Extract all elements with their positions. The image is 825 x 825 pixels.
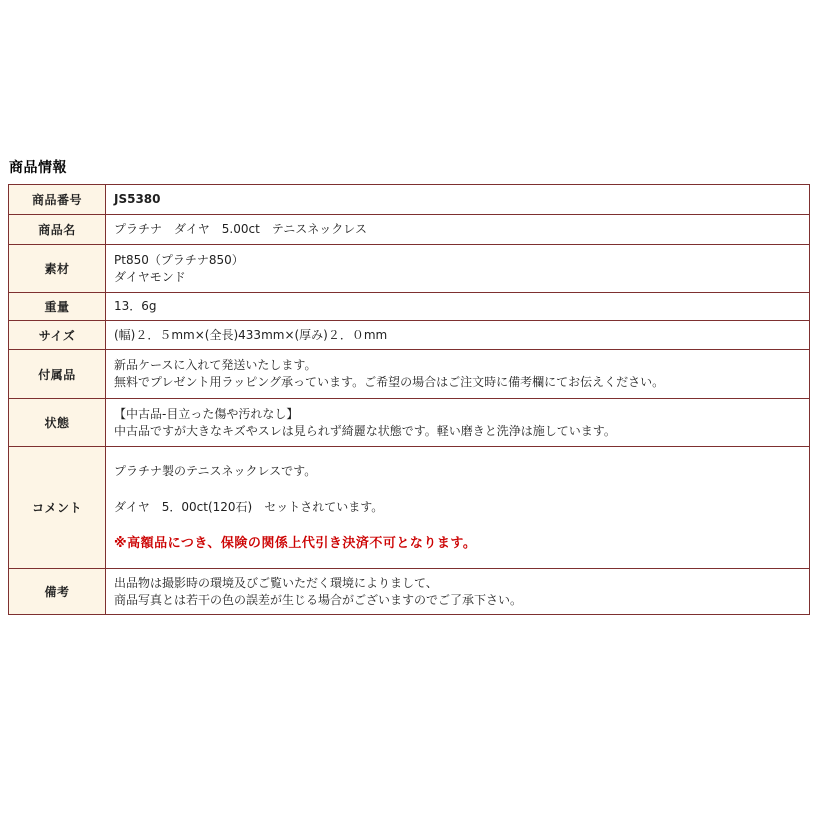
row-value (106, 350, 810, 399)
value-line: JS5380 (114, 192, 161, 206)
product-table-body (9, 185, 810, 615)
value-line: 出品物は撮影時の環境及びご覧いただく環境によりまして、 (114, 575, 438, 590)
row-value (106, 321, 810, 350)
row-label: 重量 (9, 293, 106, 321)
table-row (9, 399, 810, 447)
value-line: 無料でプレゼント用ラッピング承っています。ご希望の場合はご注文時に備考欄にてお伝えください。 (114, 375, 665, 389)
row-label: サイズ (9, 321, 106, 350)
value-line: プラチナ ダイヤ 5.00ct テニスネックレス (114, 222, 367, 236)
value-line: 13．6g (114, 299, 157, 313)
product-info-table (8, 184, 810, 615)
value-line: Pt850（プラチナ850） (114, 252, 244, 267)
value-line: 新品ケースに入れて発送いたします。 (114, 358, 317, 372)
row-label: 商品名 (9, 215, 106, 245)
value-paragraph: ダイヤ 5．00ct(120石) セットされています。 (114, 500, 384, 514)
row-value (106, 215, 810, 245)
row-label: コメント (9, 447, 106, 569)
table-row (9, 350, 810, 399)
warning-text: ※高額品につき、保険の関係上代引き決済不可となります。 (114, 536, 477, 551)
table-row (9, 569, 810, 615)
row-value (106, 245, 810, 293)
table-row (9, 293, 810, 321)
row-label: 付属品 (9, 350, 106, 399)
table-row (9, 321, 810, 350)
row-value (106, 447, 810, 569)
table-row (9, 245, 810, 293)
product-info-section (8, 157, 811, 615)
row-value (106, 399, 810, 447)
table-row (9, 447, 810, 569)
page-title: 商品情報 (9, 160, 67, 176)
value-paragraph: プラチナ製のテニスネックレスです。 (114, 464, 317, 478)
value-line: (幅)２．５mm×(全長)433mm×(厚み)２．０mm (114, 327, 388, 342)
row-value (106, 293, 810, 321)
value-line: 中古品ですが大きなキズやスレは見られず綺麗な状態です。軽い磨きと洗浄は施しています。 (114, 423, 616, 438)
value-line: 【中古品-目立った傷や汚れなし】 (114, 406, 299, 421)
table-row (9, 215, 810, 245)
row-label: 素材 (9, 245, 106, 293)
row-value (106, 185, 810, 215)
row-label: 商品番号 (9, 185, 106, 215)
row-value (106, 569, 810, 615)
row-label: 状態 (9, 399, 106, 447)
table-row (9, 185, 810, 215)
value-line: ダイヤモンド (114, 269, 186, 284)
value-line: 商品写真とは若干の色の誤差が生じる場合がございますのでご了承下さい。 (114, 592, 523, 607)
row-label: 備考 (9, 569, 106, 615)
